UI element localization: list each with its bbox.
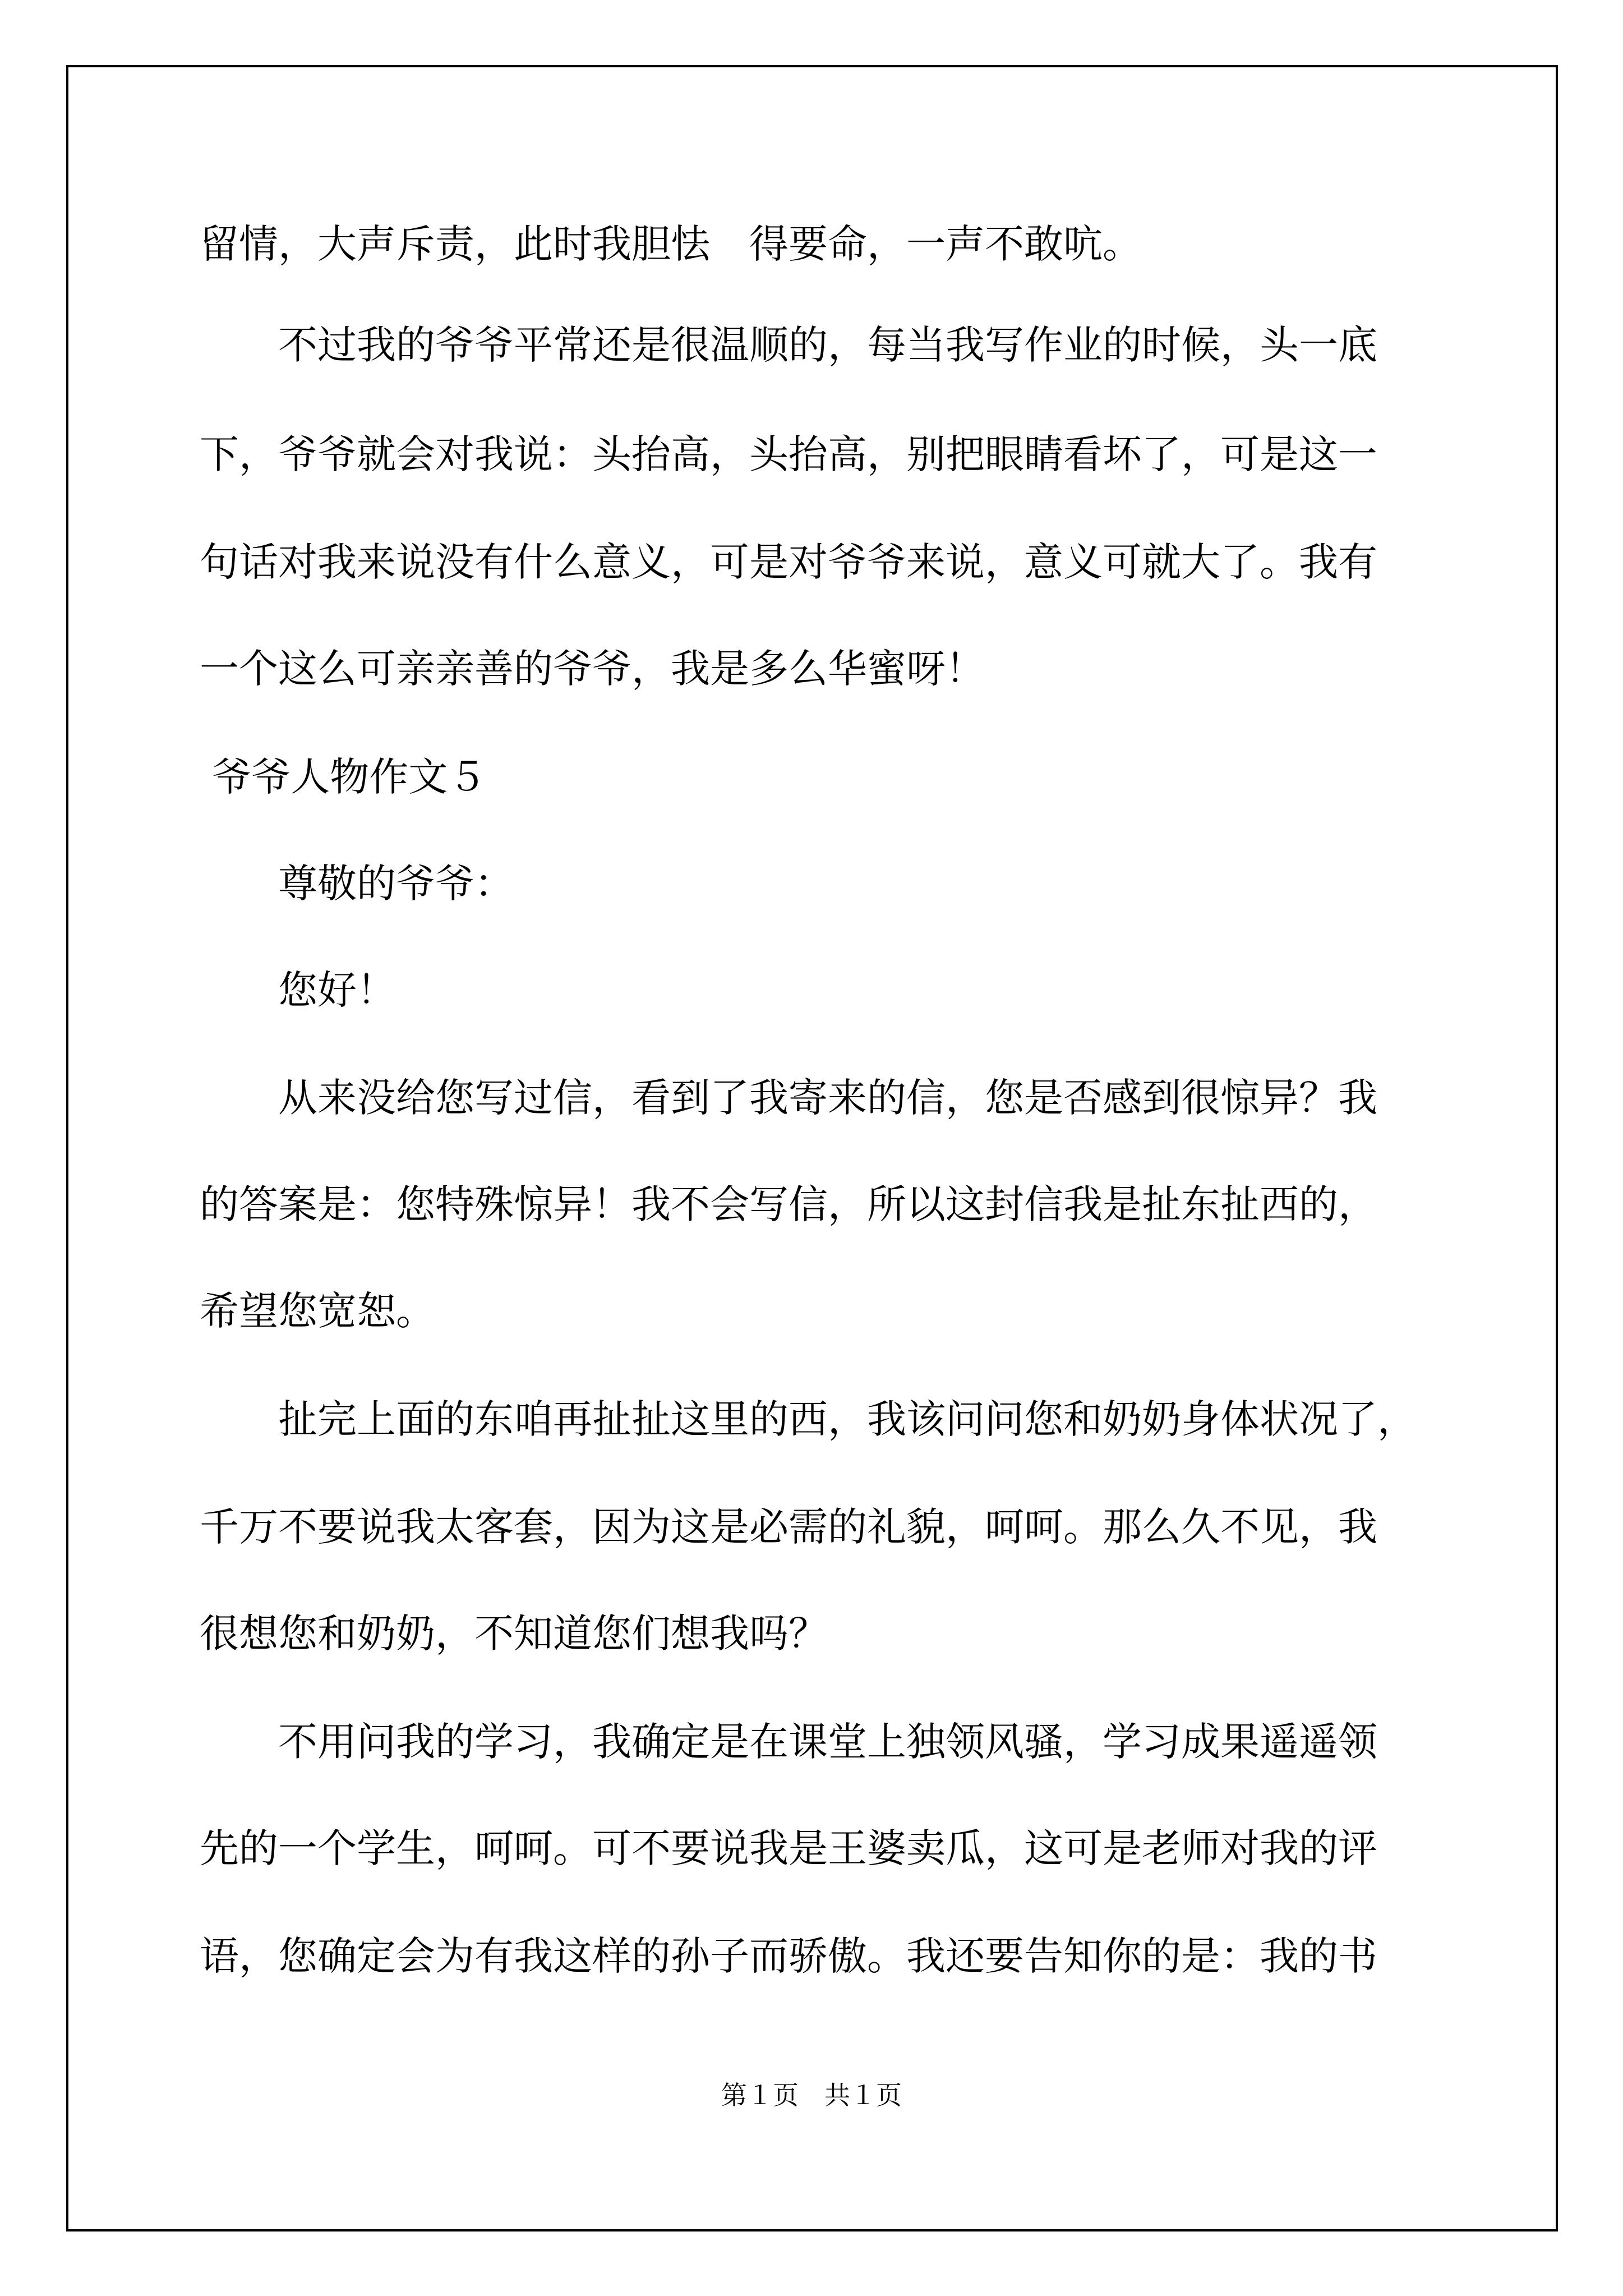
text-line-16: 先的一个学生，呵呵。可不要说我是王婆卖瓜，这可是老师对我的评 [200, 1825, 1377, 1871]
text-line-15: 不用问我的学习，我确定是在课堂上独领风骚，学习成果遥遥领 [200, 1719, 1377, 1765]
text-line-3: 下，爷爷就会对我说：头抬高，头抬高，别把眼睛看坏了，可是这一 [200, 431, 1377, 477]
greeting: 您好！ [200, 967, 396, 1013]
text-line-2: 不过我的爷爷平常还是很温顺的，每当我写作业的时候，头一底 [200, 322, 1377, 368]
salutation: 尊敬的爷爷： [200, 861, 514, 907]
page-border [66, 65, 1558, 2231]
text-line-14: 很想您和奶奶，不知道您们想我吗？ [200, 1611, 828, 1657]
text-line-10: 的答案是：您特殊惊异！我不会写信，所以这封信我是扯东扯西的， [200, 1181, 1377, 1227]
text-line-13: 千万不要说我太客套，因为这是必需的礼貌，呵呵。那么久不见，我 [200, 1504, 1377, 1550]
text-line-12: 扯完上面的东咱再扯扯这里的西，我该问问您和奶奶身体状况了， [200, 1396, 1417, 1442]
text-line-17: 语，您确定会为有我这样的孙子而骄傲。我还要告知你的是：我的书 [200, 1933, 1377, 1979]
text-line-5: 一个这么可亲亲善的爷爷，我是多么华蜜呀！ [200, 646, 985, 692]
text-line-4: 句话对我来说没有什么意义，可是对爷爷来说，意义可就大了。我有 [200, 539, 1377, 585]
text-line-11: 希望您宽恕。 [200, 1288, 435, 1334]
page-number: 第１页 共１页 [721, 2081, 902, 2110]
text-line-1: 留情，大声斥责，此时我胆怯 得要命，一声不敢吭。 [200, 221, 1142, 267]
section-heading: 爷爷人物作文５ [200, 754, 487, 800]
text-line-9: 从来没给您写过信，看到了我寄来的信，您是否感到很惊异？我 [200, 1075, 1377, 1121]
